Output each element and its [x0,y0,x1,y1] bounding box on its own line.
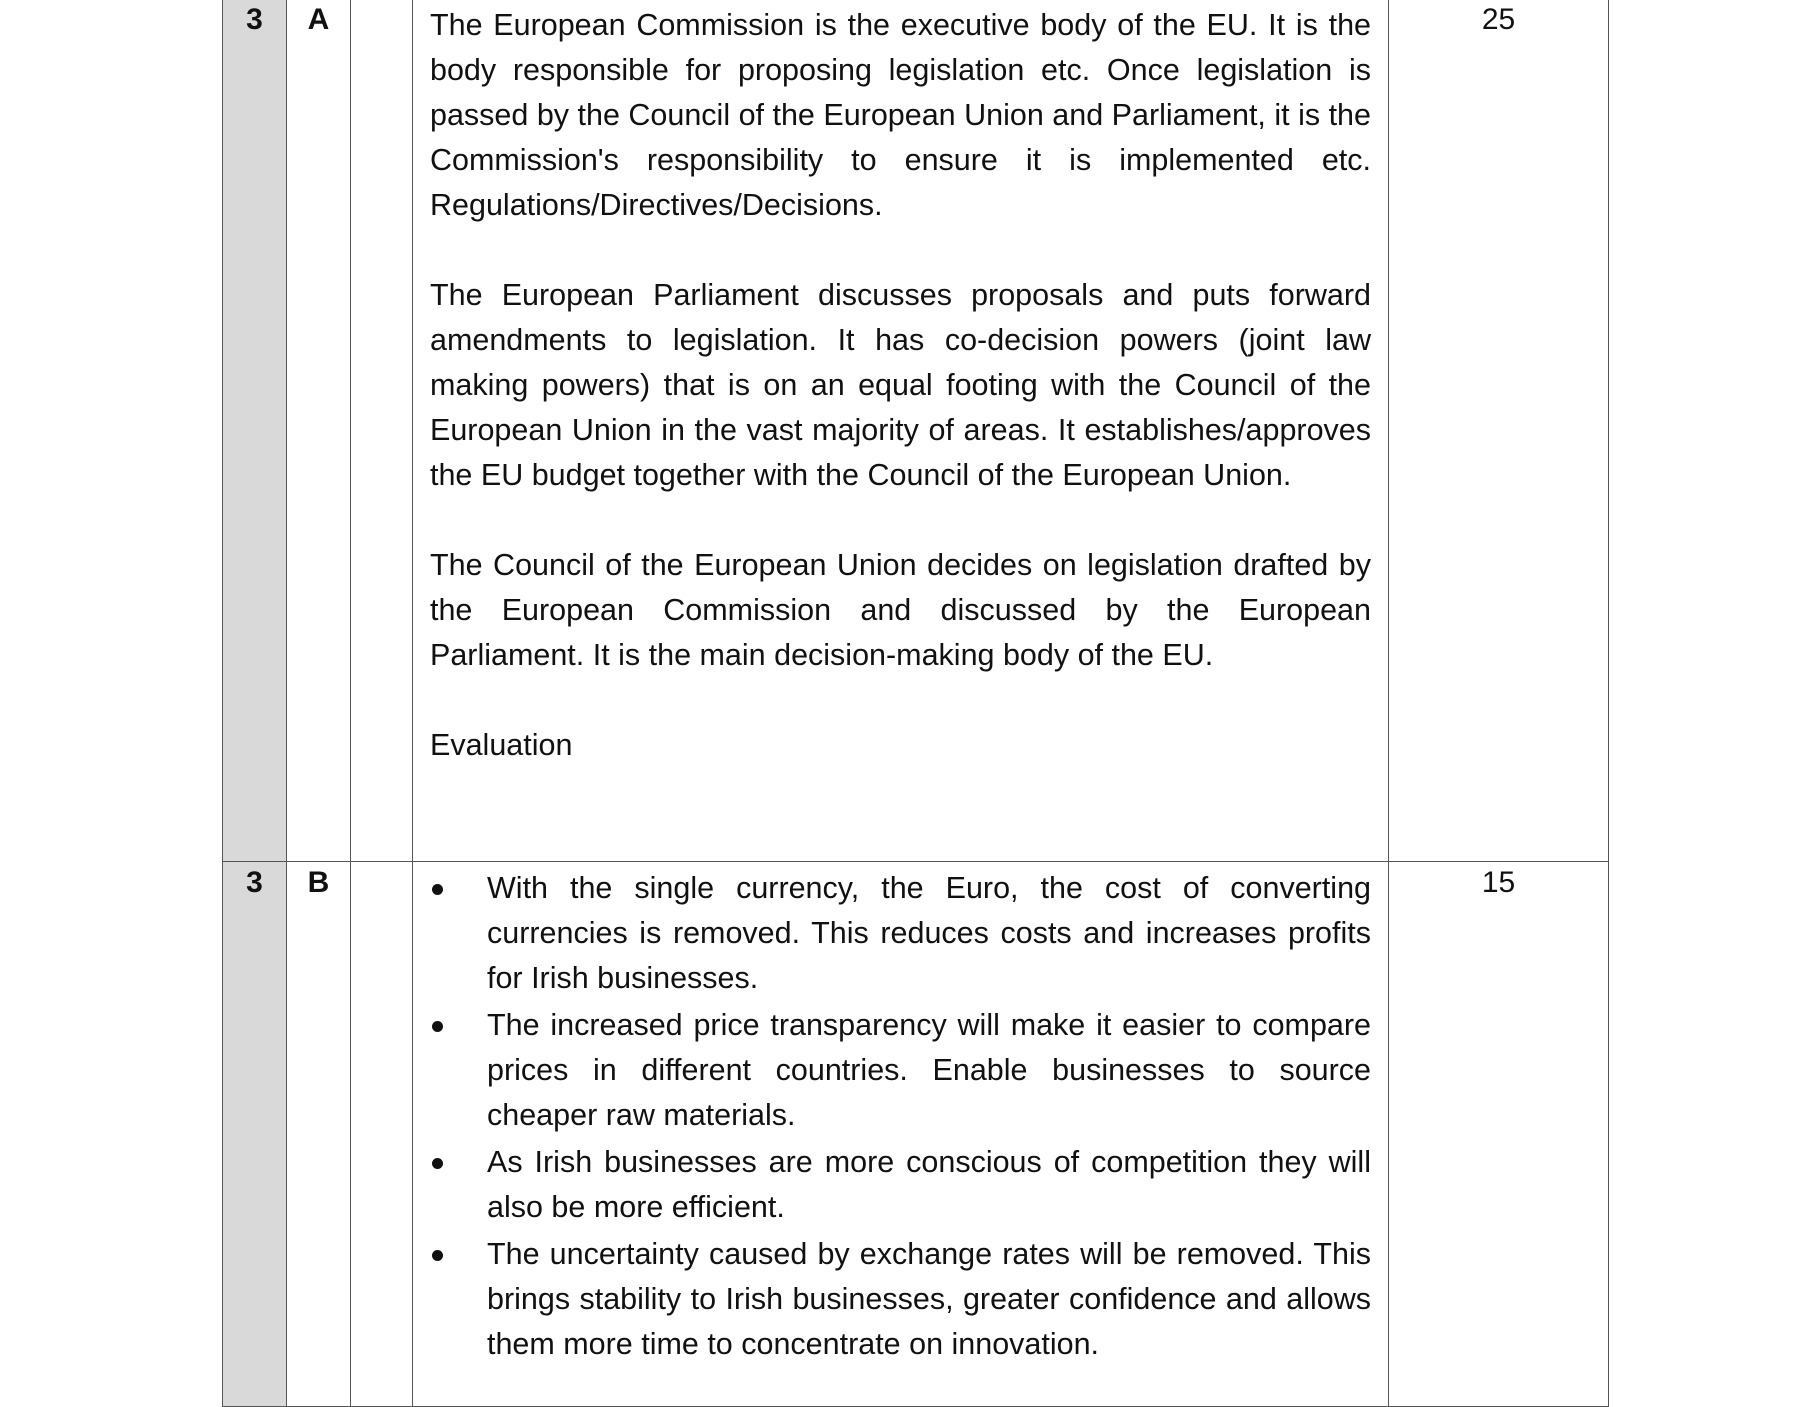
list-item [430,1232,1371,1367]
table-row [223,0,1609,862]
list-item-text: The uncertainty caused by exchange rates will be removed. This brings stability to Irish businesses, greater confidence and allows them more time to concentrate on innovation. [487,1237,1371,1361]
part-letter-cell: B [287,862,351,1407]
marks-cell: 15 [1389,862,1609,1407]
list-item [430,866,1371,1001]
list-item-text: With the single currency, the Euro, the cost of converting currencies is removed. This reduces costs and increases profits for Irish businesses. [487,871,1371,995]
table-row [223,862,1609,1407]
answer-cell [413,0,1389,862]
bullet-icon [432,1158,443,1169]
question-number-cell: 3 [223,0,287,862]
bullet-icon [432,1021,443,1032]
bullet-icon [432,884,443,895]
sub-part-cell [351,0,413,862]
list-item-text: The increased price transparency will make it easier to compare prices in different countries. Enable businesses to source cheaper raw materials. [487,1008,1371,1132]
list-item [430,1140,1371,1230]
list-item-text: As Irish businesses are more conscious of competition they will also be more efficient. [487,1145,1371,1224]
answer-paragraph: Evaluation [430,728,573,762]
marks-cell: 25 [1389,0,1609,862]
marking-scheme-table [222,0,1609,1407]
answer-paragraph: The European Parliament discusses proposals and puts forward amendments to legislation. It has co-decision powers (joint law making powers) that is on an equal footing with the Council of the European Union in the vast majority of areas. It establishes/approves the EU budget together with the Council of the European Union. [430,278,1371,492]
question-number-cell: 3 [223,862,287,1407]
answer-paragraph: The Council of the European Union decides on legislation drafted by the European Commission and discussed by the European Parliament. It is the main decision-making body of the EU. [430,548,1371,672]
answer-paragraph: The European Commission is the executive body of the EU. It is the body responsible for proposing legislation etc. Once legislation is passed by the Council of the European Union and Parliament, it is the Commission's responsibility to ensure it is implemented etc. Regulations/Directives/Decisions. [430,8,1371,222]
answer-cell [413,862,1389,1407]
bullet-icon [432,1250,443,1261]
sub-part-cell [351,862,413,1407]
bullet-list [430,866,1371,1367]
list-item [430,1003,1371,1138]
part-letter-cell: A [287,0,351,862]
